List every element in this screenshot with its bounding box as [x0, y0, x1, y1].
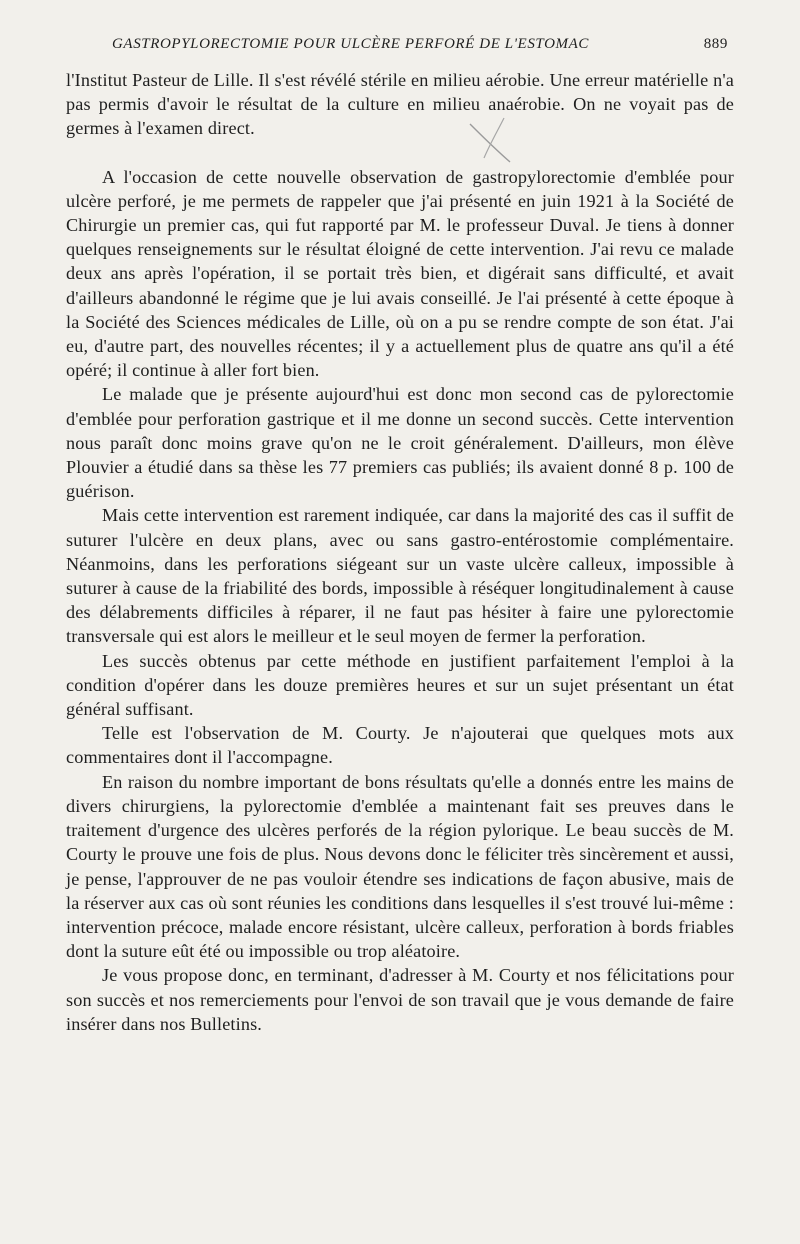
- paragraph: Je vous propose donc, en terminant, d'adresser à M. Courty et nos félicitations pour son succès et nos remerciements pour l'envoi de son travail que je vous demande de faire insérer dans nos Bulletins.: [66, 965, 734, 1034]
- paragraph: Le malade que je présente aujourd'hui est donc mon second cas de pylorectomie d'emblée pour perforation gastrique et il me donne un second succès. Cette intervention nous paraît donc moins grave qu'on ne le croit généralement. D'ailleurs, mon élève Plouvier a étudié dans sa thèse les 77 premiers cas publiés; ils avaient donné 8 p. 100 de guérison.: [66, 384, 734, 502]
- paragraph: En raison du nombre important de bons résultats qu'elle a donnés entre les mains de divers chirurgiens, la pylorectomie d'emblée a maintenant fait ses preuves dans le traitement d'urgence des ulcères perforés de la région pylorique. Le beau succès de M. Courty le prouve une fois de plus. Nous devons donc le féliciter très sincèrement et aussi, je pense, l'approuver de ne pas vouloir étendre ses indications de façon abusive, mais de la réserver aux cas où sont réunies les conditions dans lesquelles il s'est trouvé lui-même : intervention précoce, malade encore résistant, ulcère calleux, perforation à bords friables dont la suture eût été ou impossible ou trop aléatoire.: [66, 771, 734, 962]
- paragraph-continued: l'Institut Pasteur de Lille. Il s'est révélé stérile en milieu aérobie. Une erreur matérielle n'a pas permis d'avoir le résultat de la culture en milieu anaérobie. On ne voyait pas de germes à l'examen direct.: [66, 70, 734, 139]
- body-text: [66, 68, 734, 1036]
- paragraph: Les succès obtenus par cette méthode en justifient parfaitement l'emploi à la condition d'opérer dans les douze premières heures et sur un sujet présentant un état général suffisant.: [66, 650, 734, 720]
- paragraph: Mais cette intervention est rarement indiquée, car dans la majorité des cas il suffit de suturer l'ulcère en deux plans, avec ou sans gastro-entérostomie complémentaire. Néanmoins, dans les perforations siégeant sur un vaste ulcère calleux, impossible à suturer à cause de la friabilité des bords, impossible à réséquer longitudinalement à cause des délabrements difficiles à réparer, il ne faut pas hésiter à faire une pylorectomie transversale qui est alors le meilleur et le seul moyen de fermer la perforation.: [66, 505, 734, 647]
- pencil-cross-mark: [466, 114, 514, 164]
- page-header: [112, 36, 728, 60]
- running-title: GASTROPYLORECTOMIE POUR ULCÈRE PERFORÉ DE L'ESTOMAC: [112, 36, 589, 52]
- paragraph: A l'occasion de cette nouvelle observation de gastropylorectomie d'emblée pour ulcère perforé, je me permets de rappeler que j'ai présenté en juin 1921 à la Société de Chirurgie un premier cas, qui fut rapporté par M. le professeur Duval. Je tiens à donner quelques renseignements sur le résultat éloigné de cette intervention. J'ai revu ce malade deux ans après l'opération, il se portait très bien, et digérait sans difficulté, et avait d'ailleurs abandonné le régime que je lui avais conseillé. Je l'ai présenté à cette époque à la Société des Sciences médicales de Lille, où on a pu se rendre compte de son état. J'ai eu, d'autre part, des nouvelles récentes; il y a actuellement plus de quatre ans qu'il a été opéré; il continue à aller fort bien.: [66, 166, 734, 381]
- page-number: 889: [703, 36, 728, 52]
- paragraph: Telle est l'observation de M. Courty. Je n'ajouterai que quelques mots aux commentaires dont il l'accompagne.: [66, 723, 734, 768]
